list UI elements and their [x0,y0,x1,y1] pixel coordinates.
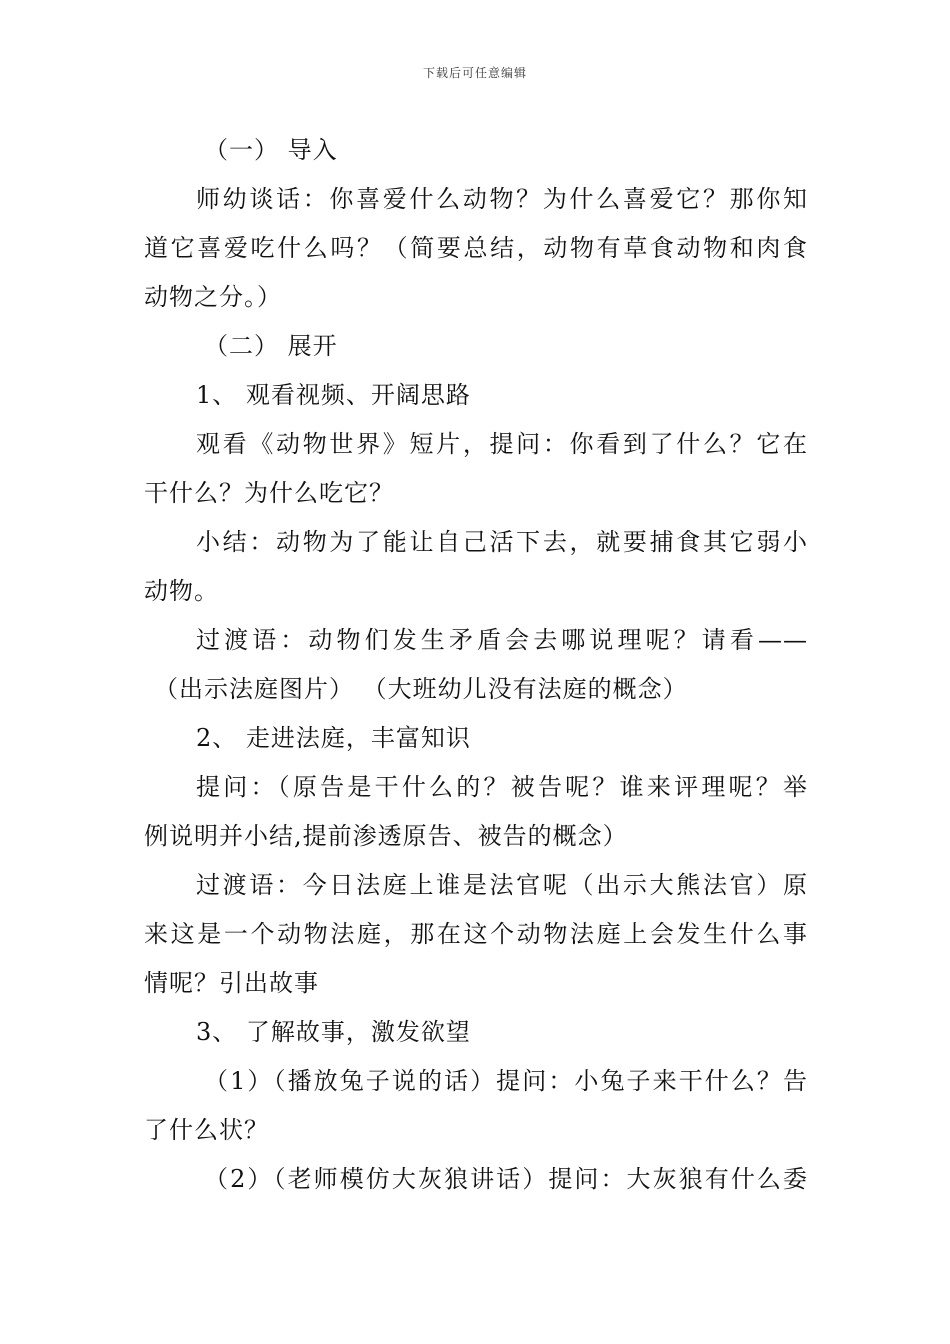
paragraph-line: 情呢？引出故事 [144,969,319,997]
paragraph-line: （出示法庭图片） （大班幼儿没有法庭的概念） [154,675,688,703]
paragraph-line: 提问：（原告是干什么的？被告呢？谁来评理呢？举 [196,773,808,801]
header-note: 下载后可任意编辑 [422,66,527,80]
paragraph-line: 观看《动物世界》短片，提问：你看到了什么？它在 [196,430,808,458]
paragraph-line: 过渡语：动物们发生矛盾会去哪说理呢？请看—— [196,626,808,654]
paragraph-line: 干什么？为什么吃它？ [144,479,394,507]
step-heading-2: 2、 走进法庭，丰富知识 [196,724,471,752]
document-body [144,126,808,1204]
section-heading-expand: （二） 展开 [204,332,338,360]
paragraph-line: 动物。 [144,577,219,605]
paragraph-line: 师幼谈话：你喜爱什么动物？为什么喜爱它？那你知 [196,185,808,213]
paragraph-line: 例说明并小结,提前渗透原告、被告的概念） [144,822,628,850]
paragraph-line: 道它喜爱吃什么吗？（简要总结，动物有草食动物和肉食 [144,234,808,262]
paragraph-line: 了什么状？ [144,1116,269,1144]
step-heading-3: 3、 了解故事，激发欲望 [196,1018,471,1046]
paragraph-line: （1）（播放兔子说的话）提问：小兔子来干什么？告 [204,1067,808,1095]
paragraph-line: 小结：动物为了能让自己活下去，就要捕食其它弱小 [196,528,808,556]
paragraph-line: 来这是一个动物法庭，那在这个动物法庭上会发生什么事 [144,920,808,948]
paragraph-line: 动物之分。） [144,283,282,311]
section-heading-intro: （一） 导入 [204,136,338,164]
paragraph-line: （2）（老师模仿大灰狼讲话）提问：大灰狼有什么委 [204,1165,808,1193]
paragraph-line: 过渡语：今日法庭上谁是法官呢（出示大熊法官）原 [196,871,808,899]
step-heading-1: 1、 观看视频、开阔思路 [196,381,471,409]
